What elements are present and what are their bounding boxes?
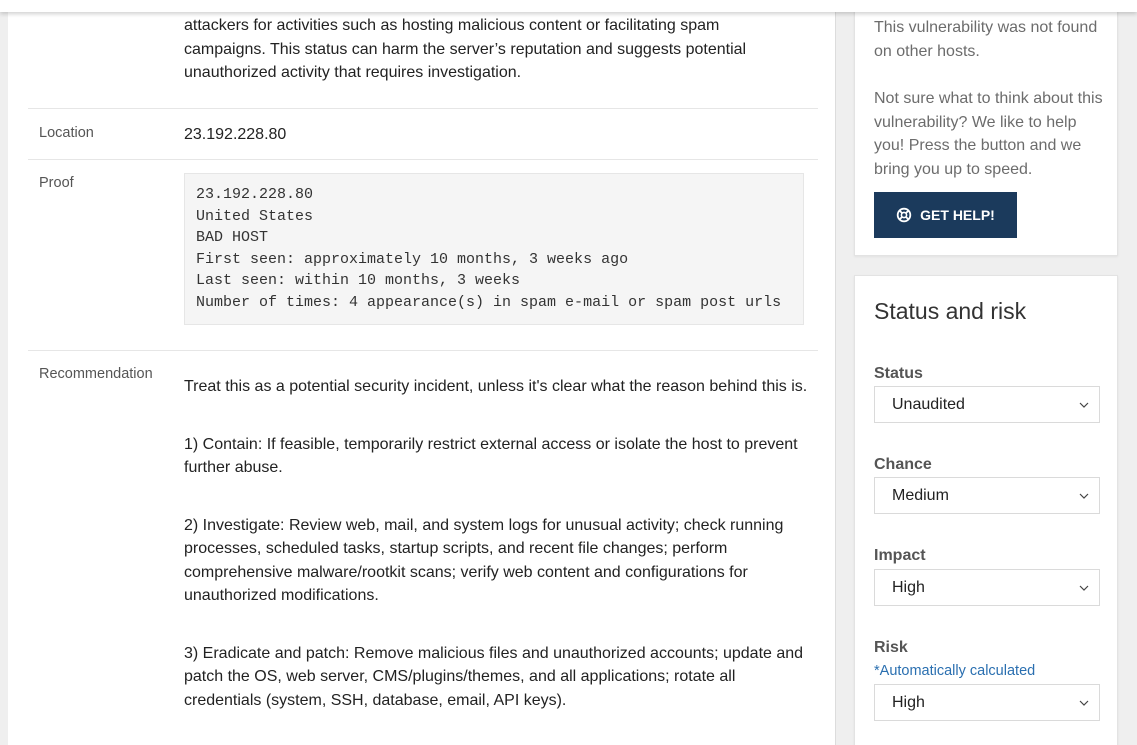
status-select[interactable] (874, 386, 1100, 423)
location-value: 23.192.228.80 (184, 126, 287, 143)
recommendation-paragraph: Treat this as a potential security incident, unless it's clear what the reason behind this is. (184, 378, 808, 395)
proof-line: Number of times: 4 appearance(s) in spam e-mail or spam post urls (196, 293, 782, 311)
proof-line: BAD HOST (196, 229, 269, 246)
vulnerability-detail-panel (8, 0, 836, 745)
proof-line: United States (196, 207, 314, 225)
proof-label: Proof (39, 175, 74, 191)
recommendation-text (184, 375, 814, 745)
not-found-text: This vulnerability was not found on other hosts. (874, 19, 1098, 60)
recommendation-paragraph: 1) Contain: If feasible, temporarily restrict external access or isolate the host to prevent further abuse. (184, 435, 798, 476)
top-bar (0, 0, 1137, 12)
recommendation-paragraph: 2) Investigate: Review web, mail, and system logs for unusual activity; check running processes, scheduled tasks, startup scripts, and recent file changes; perform comprehensive malware/rootkit scans; verify web content and configurations for unauthorized modifications. (184, 516, 784, 604)
impact-value: High (892, 578, 925, 596)
lifebuoy-icon (896, 207, 912, 223)
location-label: Location (39, 125, 94, 141)
status-risk-card (854, 275, 1118, 745)
proof-line: 23.192.228.80 (196, 186, 314, 203)
recommendation-label: Recommendation (39, 366, 153, 382)
chevron-down-icon (1079, 698, 1089, 708)
description-text: attackers for activities such as hosting malicious content or facilitating spam campaigns. This status can harm the server’s reputation and suggests potential unauthorized activity that requires investigation. (184, 17, 747, 81)
status-label: Status (874, 365, 923, 382)
chevron-down-icon (1079, 583, 1089, 593)
help-text: Not sure what to think about this vulnerability? We like to help you! Press the button and we bring you up to speed. (874, 90, 1103, 178)
impact-select[interactable] (874, 569, 1100, 606)
auto-calculated-note: *Automatically calculated (874, 663, 1036, 679)
chance-label: Chance (874, 456, 932, 473)
proof-line: First seen: approximately 10 months, 3 weeks ago (196, 250, 629, 268)
recommendation-row (28, 350, 818, 745)
location-row (28, 108, 818, 159)
status-value: Unaudited (892, 395, 965, 413)
recommendation-paragraph: 3) Eradicate and patch: Remove malicious files and unauthorized accounts; update and patch the OS, web server, CMS/plugins/themes, and all applications; rotate all credentials (system, SSH, database, email, API keys). (184, 644, 804, 709)
get-help-button[interactable] (874, 192, 1017, 238)
status-risk-title: Status and risk (874, 298, 1027, 324)
help-card (854, 0, 1118, 256)
proof-code-block (184, 173, 804, 325)
chevron-down-icon (1079, 491, 1089, 501)
chevron-down-icon (1079, 400, 1089, 410)
chance-value: Medium (892, 486, 949, 504)
risk-label: Risk (874, 639, 908, 656)
risk-value: High (892, 693, 925, 711)
proof-row (28, 159, 818, 350)
get-help-label: GET HELP! (920, 207, 995, 223)
proof-line: Last seen: within 10 months, 3 weeks (196, 272, 521, 289)
risk-select[interactable] (874, 684, 1100, 721)
impact-label: Impact (874, 547, 926, 564)
chance-select[interactable] (874, 477, 1100, 514)
